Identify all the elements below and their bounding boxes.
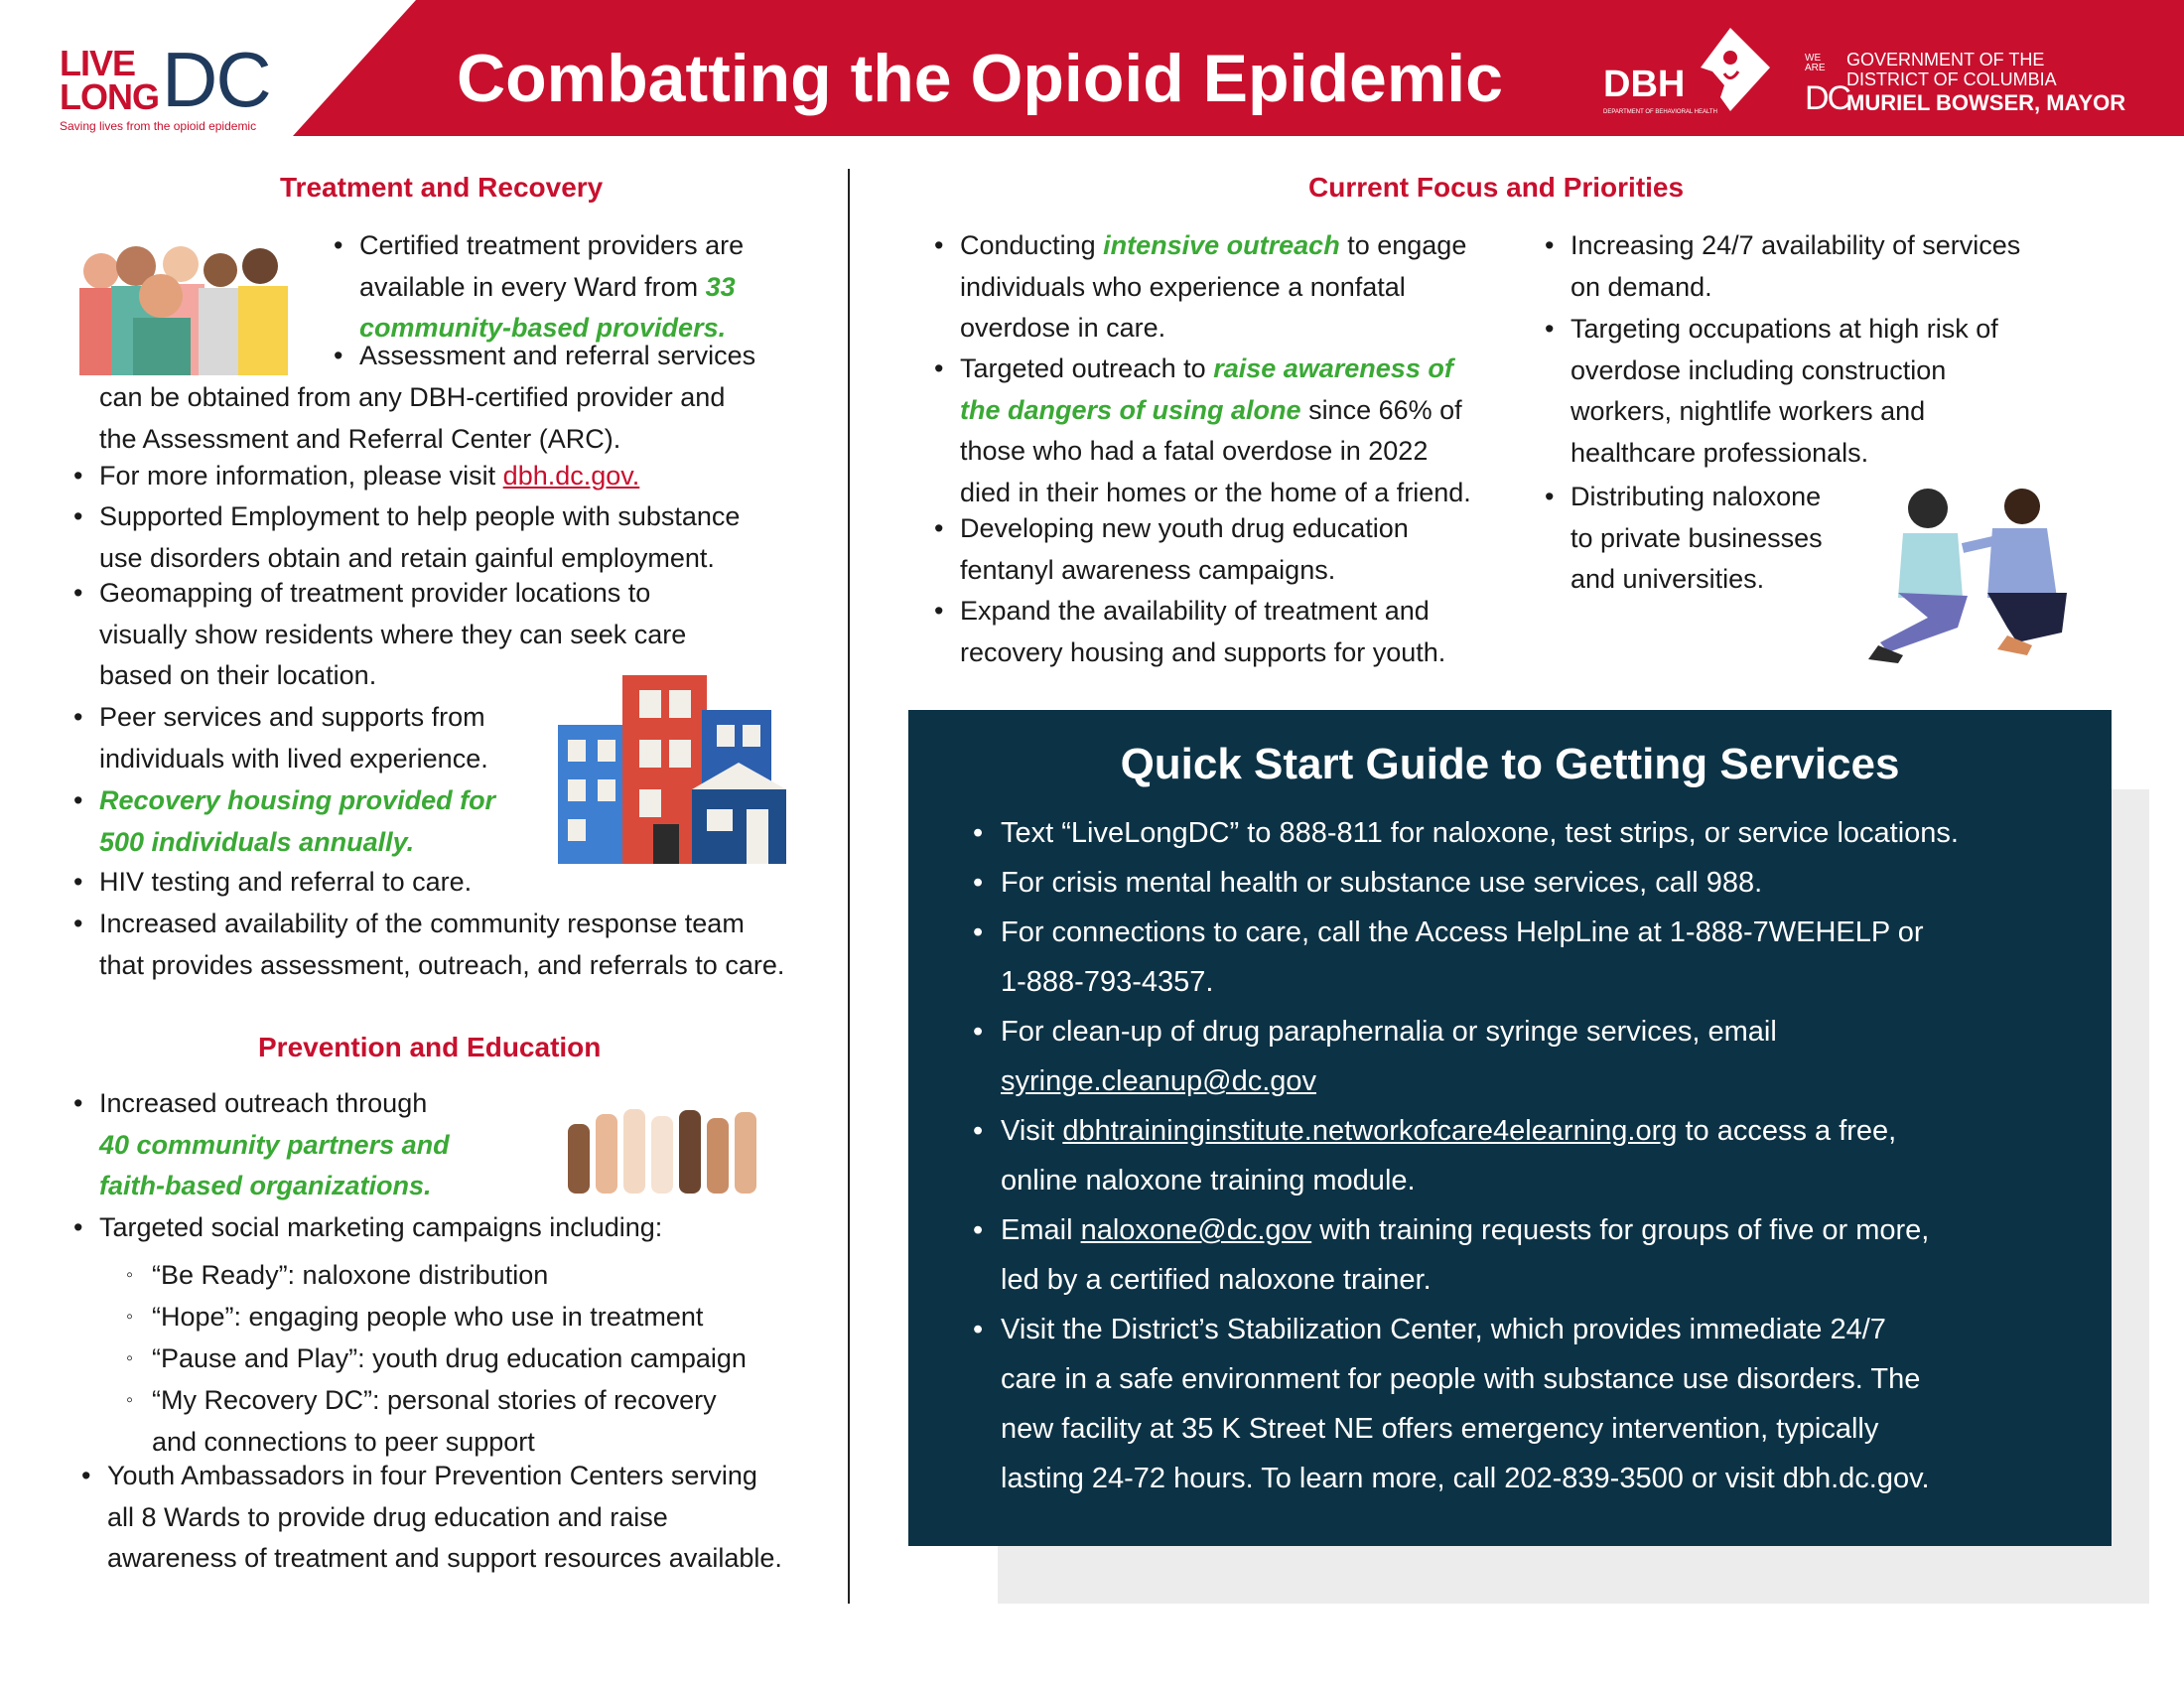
- text-line: to engage: [1347, 230, 1467, 260]
- campaign-item-be-ready: [126, 1255, 549, 1297]
- text-line: fentanyl awareness campaigns.: [960, 554, 1336, 585]
- gov-dc-mark: DC: [1805, 79, 1850, 117]
- text-line: based on their location.: [99, 660, 377, 690]
- focus-right-bullet-1: [1545, 225, 2021, 308]
- dc-map-icon: [1691, 28, 1770, 117]
- highlight-text: 40 community partners and: [99, 1129, 450, 1160]
- treatment-heading: Treatment and Recovery: [280, 172, 604, 203]
- treatment-bullet-8: [73, 862, 473, 904]
- text-line: all 8 Wards to provide drug education and raise: [107, 1501, 668, 1532]
- text-line: awareness of treatment and support resources available.: [107, 1543, 782, 1573]
- highlight-text: intensive outreach: [1103, 230, 1340, 260]
- text-line: “Pause and Play”: youth drug education campaign: [152, 1343, 747, 1373]
- quickstart-item-crisis: [973, 858, 1763, 908]
- focus-right-bullet-2: [1545, 309, 1998, 474]
- treatment-bullet-2: [334, 336, 756, 377]
- dbh-logo-subtext: DEPARTMENT OF BEHAVIORAL HEALTH: [1603, 109, 1717, 115]
- text-line: Increasing 24/7 availability of services: [1570, 230, 2021, 260]
- text-line: led by a certified naloxone trainer.: [1001, 1264, 1432, 1296]
- text-line: Email: [1001, 1214, 1073, 1246]
- gov-line-2: DISTRICT OF COLUMBIA: [1846, 70, 2057, 89]
- bullet-dot: •: [73, 702, 83, 732]
- treatment-bullet-7: [73, 780, 496, 863]
- quickstart-item-cleanup: [973, 1007, 1777, 1106]
- gov-line-1: GOVERNMENT OF THE: [1846, 50, 2045, 70]
- treatment-bullet-9: [73, 904, 785, 986]
- bullet-dot: •: [1545, 314, 1555, 344]
- bullet-dot: •: [73, 785, 83, 815]
- quickstart-item-training: [973, 1106, 1897, 1205]
- bullet-dot: •: [73, 867, 83, 897]
- bullet-dot: •: [73, 1088, 83, 1118]
- text-line: use disorders obtain and retain gainful employment.: [99, 542, 715, 573]
- raised-hands-illustration: [566, 1104, 774, 1194]
- quickstart-item-helpline: [973, 908, 1924, 1007]
- bullet-dot: •: [73, 1212, 83, 1242]
- quickstart-item-stabilization: [973, 1305, 1930, 1503]
- text-line: Geomapping of treatment provider locations to: [99, 578, 651, 608]
- prevention-bullet-2: [73, 1207, 663, 1249]
- text-line: lasting 24-72 hours. To learn more, call 202-839-3500 or visit dbh.dc.gov.: [1001, 1463, 1930, 1494]
- bullet-dot: •: [973, 1016, 984, 1048]
- dbh-website-link[interactable]: dbh.dc.gov.: [502, 461, 640, 491]
- dc-government-logo: [1805, 50, 2162, 119]
- focus-bullet-2: [934, 349, 1471, 513]
- campaign-item-pause-and-play: [126, 1338, 747, 1380]
- text-line: visually show residents where they can seek care: [99, 619, 687, 649]
- quickstart-item-text-line: [973, 808, 1959, 858]
- focus-bullet-1: [934, 225, 1467, 350]
- column-divider: [848, 169, 850, 1604]
- logo-live-text: LIVE: [60, 43, 136, 83]
- text-line: overdose including construction: [1570, 354, 1947, 385]
- text-line: Visit the District’s Stabilization Center, which provides immediate 24/7: [1001, 1314, 1886, 1345]
- bullet-dot: •: [1545, 482, 1555, 511]
- text-line: “My Recovery DC”: personal stories of recovery: [152, 1385, 717, 1415]
- text-line: Increased outreach through: [99, 1088, 428, 1118]
- text-line: HIV testing and referral to care.: [99, 867, 473, 897]
- circle-bullet-icon: ◦: [126, 1306, 134, 1328]
- text-line: Targeted social marketing campaigns including:: [99, 1212, 663, 1242]
- text-line: with training requests for groups of five or more,: [1319, 1214, 1930, 1246]
- bullet-dot: •: [934, 353, 944, 383]
- text-line: Targeted outreach to: [960, 353, 1206, 383]
- bullet-dot: •: [334, 341, 343, 370]
- syringe-email-link[interactable]: syringe.cleanup@dc.gov: [1001, 1065, 1317, 1097]
- bullet-dot: •: [973, 916, 984, 948]
- text-line: Developing new youth drug education: [960, 513, 1409, 543]
- focus-heading: Current Focus and Priorities: [1308, 172, 1685, 203]
- text-line: workers, nightlife workers and: [1570, 396, 1926, 426]
- text-line: those who had a fatal overdose in 2022: [960, 436, 1429, 466]
- text-line: “Be Ready”: naloxone distribution: [152, 1260, 549, 1290]
- treatment-bullet-3: [73, 456, 640, 497]
- text-line: Conducting: [960, 230, 1096, 260]
- bullet-dot: •: [73, 578, 83, 608]
- text-line: individuals who experience a nonfatal: [960, 271, 1406, 302]
- text-line: available in every Ward from: [359, 271, 699, 302]
- bullet-dot: •: [73, 909, 83, 938]
- livelongdc-logo: [60, 36, 298, 139]
- circle-bullet-icon: ◦: [126, 1264, 134, 1286]
- text-line: died in their homes or the home of a friend.: [960, 477, 1471, 507]
- bullet-dot: •: [73, 461, 83, 491]
- text-line: For connections to care, call the Access HelpLine at 1-888-7WEHELP or: [1001, 916, 1924, 948]
- quickstart-panel: [908, 710, 2112, 1546]
- text-line: Visit: [1001, 1115, 1055, 1147]
- bullet-dot: •: [973, 817, 984, 849]
- prevention-heading: Prevention and Education: [258, 1032, 602, 1062]
- text-line: to private businesses: [1570, 522, 1823, 553]
- people-crowd-illustration: [71, 226, 288, 375]
- text-line: Peer services and supports from: [99, 702, 485, 732]
- dbh-logo: [1603, 28, 1772, 119]
- bullet-dot: •: [973, 1314, 984, 1345]
- quickstart-item-naloxone-email: [973, 1205, 1930, 1305]
- naloxone-email-link[interactable]: naloxone@dc.gov: [1080, 1214, 1312, 1246]
- text-line: Distributing naloxone: [1570, 482, 1822, 511]
- text-line: on demand.: [1570, 271, 1712, 302]
- text-line: Increased availability of the community response team: [99, 909, 745, 938]
- text-line: to access a free,: [1685, 1115, 1897, 1147]
- bullet-dot: •: [973, 867, 984, 899]
- bullet-dot: •: [973, 1214, 984, 1246]
- quickstart-heading: Quick Start Guide to Getting Services: [1120, 740, 1900, 788]
- highlight-text: raise awareness of: [1213, 353, 1453, 383]
- text-line: and universities.: [1570, 564, 1765, 594]
- treatment-bullet-1: [334, 225, 745, 350]
- gov-weare-text: WE ARE: [1805, 53, 1826, 73]
- treatment-bullet-4: [73, 496, 741, 579]
- text-line: Assessment and referral services: [359, 341, 756, 370]
- text-line: Certified treatment providers are: [359, 230, 745, 260]
- text-line: online naloxone training module.: [1001, 1165, 1416, 1196]
- highlight-text: community-based providers.: [359, 313, 727, 343]
- gov-line-3: MURIEL BOWSER, MAYOR: [1846, 90, 2126, 115]
- text-line: For crisis mental health or substance use services, call 988.: [1001, 867, 1763, 899]
- campaign-item-hope: [126, 1297, 704, 1338]
- support-people-illustration: [1858, 479, 2097, 667]
- text-line: new facility at 35 K Street NE offers emergency intervention, typically: [1001, 1413, 1879, 1445]
- highlight-text: Recovery housing provided for: [99, 785, 496, 815]
- logo-tagline: Saving lives from the opioid epidemic: [60, 119, 257, 133]
- treatment-bullet-2-cont: [99, 377, 725, 460]
- text-line: can be obtained from any DBH-certified provider and: [99, 382, 726, 412]
- text-line: individuals with lived experience.: [99, 743, 488, 774]
- campaign-item-my-recovery-dc: [126, 1380, 717, 1463]
- highlight-text: faith-based organizations.: [99, 1171, 432, 1200]
- text-line: Youth Ambassadors in four Prevention Centers serving: [107, 1461, 757, 1490]
- bullet-dot: •: [934, 513, 944, 543]
- circle-bullet-icon: ◦: [126, 1347, 134, 1369]
- prevention-bullet-1: [73, 1083, 450, 1207]
- text-line: Text “LiveLongDC” to 888-811 for naloxone, test strips, or service locations.: [1001, 817, 1959, 849]
- text-line: and connections to peer support: [152, 1426, 535, 1457]
- text-line: “Hope”: engaging people who use in treatment: [152, 1302, 704, 1332]
- focus-bullet-4: [934, 591, 1446, 673]
- bullet-dot: •: [1545, 230, 1555, 260]
- bullet-dot: •: [334, 230, 343, 260]
- housing-buildings-illustration: [558, 675, 786, 864]
- text-line: since 66% of: [1308, 394, 1462, 425]
- text-line: that provides assessment, outreach, and referrals to care.: [99, 949, 785, 980]
- text-line: Expand the availability of treatment and: [960, 596, 1430, 626]
- logo-dc-text: DC: [162, 36, 270, 123]
- focus-right-bullet-3: [1545, 477, 1823, 601]
- text-line: 1-888-793-4357.: [1001, 966, 1214, 998]
- bullet-dot: •: [973, 1115, 984, 1147]
- text-line: overdose in care.: [960, 313, 1166, 343]
- highlight-text: 500 individuals annually.: [99, 826, 415, 857]
- text-line: care in a safe environment for people with substance use disorders. The: [1001, 1363, 1921, 1395]
- treatment-bullet-6: [73, 697, 488, 779]
- page-title: Combatting the Opioid Epidemic: [457, 41, 1503, 116]
- circle-bullet-icon: ◦: [126, 1389, 134, 1411]
- logo-long-text: LONG: [60, 76, 159, 117]
- bullet-dot: •: [81, 1461, 91, 1490]
- highlight-text: the dangers of using alone: [960, 394, 1301, 425]
- text-line: recovery housing and supports for youth.: [960, 636, 1446, 667]
- prevention-bullet-3: [81, 1456, 782, 1580]
- text-line: For clean-up of drug paraphernalia or syringe services, email: [1001, 1016, 1777, 1048]
- text-line: the Assessment and Referral Center (ARC).: [99, 423, 621, 454]
- training-institute-link[interactable]: dbhtraininginstitute.networkofcare4elearning.org: [1062, 1115, 1678, 1147]
- text-line: Targeting occupations at high risk of: [1570, 314, 1998, 344]
- text-line: For more information, please visit: [99, 461, 496, 491]
- bullet-dot: •: [73, 501, 83, 531]
- highlight-text: 33: [705, 271, 736, 302]
- bullet-dot: •: [934, 596, 944, 626]
- text-line: healthcare professionals.: [1570, 437, 1869, 468]
- dbh-logo-text: DBH: [1603, 64, 1686, 105]
- focus-bullet-3: [934, 508, 1409, 591]
- bullet-dot: •: [934, 230, 944, 260]
- text-line: Supported Employment to help people with substance: [99, 501, 741, 531]
